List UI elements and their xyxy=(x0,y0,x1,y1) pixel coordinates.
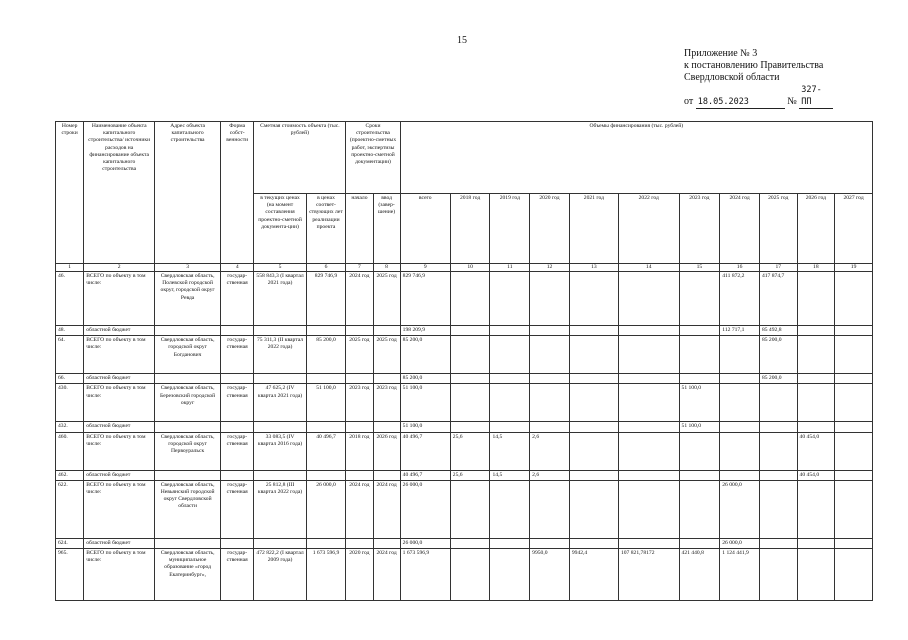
object-address: Свердловская область, Невьянский городской округ Свердловской области xyxy=(155,480,221,538)
estimate-current xyxy=(254,538,306,548)
funding-year-cell xyxy=(450,538,490,548)
funding-year-cell xyxy=(835,326,873,336)
object-name: ВСЕГО по объекту в том числе: xyxy=(84,480,155,538)
header-year: 2018 год xyxy=(450,194,490,264)
funding-year-cell: 14,5 xyxy=(490,470,530,480)
header-address: Адрес объекта капитального строительства xyxy=(155,122,221,264)
column-number: 9 xyxy=(400,264,450,272)
funding-year-cell xyxy=(450,336,490,374)
table-row xyxy=(56,326,873,336)
start-year: 2025 год xyxy=(346,336,373,374)
start-year: 2023 год xyxy=(346,384,373,422)
estimate-actual xyxy=(306,374,346,384)
header-estimate: Сметная стоимость объекта (тыс. рублей) xyxy=(254,122,346,194)
funding-total: 198 209,9 xyxy=(400,326,450,336)
ownership-form: государ-ственная xyxy=(221,432,254,470)
funding-year-cell xyxy=(490,384,530,422)
funding-year-cell xyxy=(797,549,835,601)
column-number: 13 xyxy=(569,264,618,272)
object-name: ВСЕГО по объекту в том числе: xyxy=(84,549,155,601)
estimate-current: 25 812,8 (III квартал 2022 года) xyxy=(254,480,306,538)
funding-year-cell xyxy=(618,538,679,548)
appendix-line-1: Приложение № 3 xyxy=(684,48,758,59)
funding-year-cell: 85 492,8 xyxy=(759,326,797,336)
funding-year-cell xyxy=(797,326,835,336)
funding-year-cell xyxy=(569,336,618,374)
funding-year-cell xyxy=(450,384,490,422)
funding-year-cell xyxy=(530,480,570,538)
funding-year-cell xyxy=(835,336,873,374)
object-name: ВСЕГО по объекту в том числе: xyxy=(84,336,155,374)
funding-year-cell xyxy=(530,272,570,326)
funding-year-cell: 51 100,0 xyxy=(679,422,720,432)
column-number: 6 xyxy=(306,264,346,272)
estimate-actual xyxy=(306,470,346,480)
end-year: 2025 год xyxy=(373,336,400,374)
funding-year-cell: 2,6 xyxy=(530,470,570,480)
object-name: областной бюджет xyxy=(84,538,155,548)
column-number: 16 xyxy=(720,264,760,272)
funding-total: 40 496,7 xyxy=(400,432,450,470)
funding-year-cell xyxy=(569,480,618,538)
object-address xyxy=(155,374,221,384)
funding-year-cell xyxy=(569,422,618,432)
funding-year-cell xyxy=(530,336,570,374)
column-number: 17 xyxy=(759,264,797,272)
funding-year-cell xyxy=(618,480,679,538)
number-prefix: № xyxy=(787,96,797,107)
funding-year-cell xyxy=(450,272,490,326)
header-name: Наименование объекта капитального строительства/ источники расходов на финансирование объекта капитального строительства xyxy=(84,122,155,264)
end-year: 2024 год xyxy=(373,549,400,601)
funding-year-cell xyxy=(835,272,873,326)
funding-year-cell xyxy=(797,272,835,326)
funding-year-cell xyxy=(490,549,530,601)
estimate-current: 33 083,5 (IV квартал 2016 года) xyxy=(254,432,306,470)
row-number: 64. xyxy=(56,336,84,374)
column-number: 10 xyxy=(450,264,490,272)
funding-year-cell: 421 440,8 xyxy=(679,549,720,601)
header-funding: Объемы финансирования (тыс. рублей) xyxy=(400,122,872,194)
estimate-current: 75 311,3 (II квартал 2022 года) xyxy=(254,336,306,374)
funding-year-cell xyxy=(759,384,797,422)
funding-year-cell xyxy=(759,480,797,538)
funding-year-cell xyxy=(490,538,530,548)
end-year: 2023 год xyxy=(373,384,400,422)
funding-year-cell xyxy=(679,432,720,470)
funding-year-cell: 51 100,0 xyxy=(679,384,720,422)
funding-year-cell xyxy=(618,432,679,470)
funding-year-cell xyxy=(490,480,530,538)
funding-year-cell xyxy=(720,470,760,480)
header-est-actual: в ценах соответ-ствующих лет реализации проекта xyxy=(306,194,346,264)
start-year xyxy=(346,538,373,548)
funding-year-cell xyxy=(618,470,679,480)
row-number: 622. xyxy=(56,480,84,538)
funding-year-cell xyxy=(797,336,835,374)
object-address xyxy=(155,326,221,336)
funding-total: 40 496,7 xyxy=(400,470,450,480)
estimate-actual: 51 100,0 xyxy=(306,384,346,422)
funding-year-cell: 85 200,0 xyxy=(759,336,797,374)
funding-total: 26 000,0 xyxy=(400,480,450,538)
funding-year-cell xyxy=(450,480,490,538)
estimate-current: 472 822,2 (I квартал 2009 года) xyxy=(254,549,306,601)
object-address: Свердловская область, Полевской городской округ, городской округ Ревда xyxy=(155,272,221,326)
column-number: 1 xyxy=(56,264,84,272)
funding-total: 51 100,0 xyxy=(400,384,450,422)
header-year: 2023 год xyxy=(679,194,720,264)
estimate-actual: 26 000,0 xyxy=(306,480,346,538)
ownership-form: государ-ственная xyxy=(221,384,254,422)
header-year: 2025 год xyxy=(759,194,797,264)
estimate-actual: 829 746,9 xyxy=(306,272,346,326)
estimate-current xyxy=(254,422,306,432)
funding-year-cell: 14,5 xyxy=(490,432,530,470)
funding-year-cell xyxy=(490,374,530,384)
funding-year-cell: 1 124 441,9 xyxy=(720,549,760,601)
funding-year-cell xyxy=(835,384,873,422)
funding-year-cell xyxy=(530,374,570,384)
funding-year-cell xyxy=(530,538,570,548)
column-number: 8 xyxy=(373,264,400,272)
end-year: 2024 год xyxy=(373,480,400,538)
column-number: 14 xyxy=(618,264,679,272)
object-name: ВСЕГО по объекту в том числе: xyxy=(84,272,155,326)
funding-year-cell xyxy=(679,470,720,480)
funding-year-cell xyxy=(720,422,760,432)
funding-year-cell xyxy=(797,384,835,422)
funding-year-cell xyxy=(450,374,490,384)
column-number: 12 xyxy=(530,264,570,272)
funding-year-cell xyxy=(618,272,679,326)
date-prefix: от xyxy=(684,96,694,107)
funding-year-cell: 411 872,2 xyxy=(720,272,760,326)
column-number: 7 xyxy=(346,264,373,272)
funding-year-cell xyxy=(569,538,618,548)
funding-year-cell xyxy=(569,470,618,480)
start-year: 2018 год xyxy=(346,432,373,470)
header-ownership: Форма собст-венности xyxy=(221,122,254,264)
funding-year-cell xyxy=(759,549,797,601)
funding-year-cell: 2,6 xyxy=(530,432,570,470)
object-name: областной бюджет xyxy=(84,326,155,336)
estimate-current xyxy=(254,374,306,384)
row-number: 460. xyxy=(56,432,84,470)
funding-year-cell xyxy=(759,422,797,432)
header-year: 2027 год xyxy=(835,194,873,264)
start-year xyxy=(346,326,373,336)
funding-year-cell xyxy=(679,374,720,384)
funding-year-cell xyxy=(835,538,873,548)
funding-year-cell xyxy=(530,384,570,422)
funding-year-cell xyxy=(618,384,679,422)
estimate-actual: 85 200,0 xyxy=(306,336,346,374)
column-number: 5 xyxy=(254,264,306,272)
estimate-current: 47 625,2 (IV квартал 2021 года) xyxy=(254,384,306,422)
column-number: 11 xyxy=(490,264,530,272)
funding-year-cell xyxy=(618,374,679,384)
ownership-form xyxy=(221,326,254,336)
page-number: 15 xyxy=(457,35,467,46)
end-year xyxy=(373,422,400,432)
estimate-current: 558 843,3 (I квартал 2021 года) xyxy=(254,272,306,326)
funding-total: 1 673 596,9 xyxy=(400,549,450,601)
funding-year-cell: 9942,4 xyxy=(569,549,618,601)
end-year xyxy=(373,326,400,336)
object-name: областной бюджет xyxy=(84,470,155,480)
start-year: 2020 год xyxy=(346,549,373,601)
funding-year-cell xyxy=(835,480,873,538)
column-number: 3 xyxy=(155,264,221,272)
row-number: 46. xyxy=(56,272,84,326)
object-address: Свердловская область, городской округ Первоуральск xyxy=(155,432,221,470)
end-year xyxy=(373,538,400,548)
estimate-actual xyxy=(306,326,346,336)
funding-total: 85 200,0 xyxy=(400,336,450,374)
column-number: 2 xyxy=(84,264,155,272)
object-address: Свердловская область, муниципальное образование «город Екатеринбург», xyxy=(155,549,221,601)
table-row xyxy=(56,272,873,326)
header-year: 2019 год xyxy=(490,194,530,264)
funding-total: 829 746,9 xyxy=(400,272,450,326)
header-year: 2026 год xyxy=(797,194,835,264)
row-number: 432. xyxy=(56,422,84,432)
funding-year-cell xyxy=(490,272,530,326)
table-row xyxy=(56,538,873,548)
estimate-current xyxy=(254,326,306,336)
row-number: 624. xyxy=(56,538,84,548)
funding-year-cell: 9950,0 xyxy=(530,549,570,601)
funding-year-cell xyxy=(530,326,570,336)
appendix-date-line xyxy=(684,84,833,109)
funding-year-cell xyxy=(720,374,760,384)
funding-year-cell xyxy=(835,422,873,432)
appendix-line-2: к постановлению Правительства xyxy=(684,60,824,71)
funding-year-cell xyxy=(569,432,618,470)
start-year: 2024 год xyxy=(346,480,373,538)
funding-year-cell xyxy=(490,336,530,374)
header-total: всего xyxy=(400,194,450,264)
funding-year-cell xyxy=(759,470,797,480)
table-row xyxy=(56,374,873,384)
estimate-actual xyxy=(306,422,346,432)
table-row xyxy=(56,384,873,422)
table-row xyxy=(56,470,873,480)
funding-total: 26 000,0 xyxy=(400,538,450,548)
column-number: 15 xyxy=(679,264,720,272)
funding-year-cell xyxy=(569,384,618,422)
table-row xyxy=(56,422,873,432)
funding-year-cell xyxy=(835,432,873,470)
funding-year-cell xyxy=(759,432,797,470)
funding-year-cell: 112 717,1 xyxy=(720,326,760,336)
row-number: 462. xyxy=(56,470,84,480)
ownership-form xyxy=(221,538,254,548)
header-year: 2022 год xyxy=(618,194,679,264)
funding-year-cell xyxy=(679,538,720,548)
header-year: 2021 год xyxy=(569,194,618,264)
funding-year-cell xyxy=(797,480,835,538)
funding-year-cell xyxy=(720,336,760,374)
object-address xyxy=(155,538,221,548)
funding-year-cell xyxy=(679,272,720,326)
decree-date: 18.05.2023 xyxy=(696,96,785,109)
funding-year-cell xyxy=(679,336,720,374)
row-number: 66. xyxy=(56,374,84,384)
ownership-form: государ-ственная xyxy=(221,272,254,326)
funding-year-cell xyxy=(450,549,490,601)
start-year xyxy=(346,374,373,384)
header-end: ввод (завер-шение) xyxy=(373,194,400,264)
ownership-form: государ-ственная xyxy=(221,336,254,374)
funding-year-cell xyxy=(679,480,720,538)
row-number: 430. xyxy=(56,384,84,422)
funding-year-cell xyxy=(490,422,530,432)
estimate-current xyxy=(254,470,306,480)
funding-year-cell xyxy=(490,326,530,336)
table-row xyxy=(56,336,873,374)
object-name: областной бюджет xyxy=(84,374,155,384)
funding-year-cell xyxy=(835,470,873,480)
start-year xyxy=(346,422,373,432)
column-number: 18 xyxy=(797,264,835,272)
object-address xyxy=(155,422,221,432)
funding-year-cell xyxy=(530,422,570,432)
object-name: ВСЕГО по объекту в том числе: xyxy=(84,432,155,470)
estimate-actual: 40 496,7 xyxy=(306,432,346,470)
object-address: Свердловская область, Березовский городской округ xyxy=(155,384,221,422)
estimate-actual: 1 673 596,9 xyxy=(306,549,346,601)
funding-year-cell: 107 821,78172 xyxy=(618,549,679,601)
funding-year-cell xyxy=(797,538,835,548)
funding-year-cell xyxy=(835,549,873,601)
funding-year-cell: 85 200,0 xyxy=(759,374,797,384)
funding-year-cell xyxy=(720,384,760,422)
funding-year-cell xyxy=(618,422,679,432)
column-number: 4 xyxy=(221,264,254,272)
funding-year-cell xyxy=(450,422,490,432)
end-year xyxy=(373,374,400,384)
funding-year-cell xyxy=(679,326,720,336)
appendix-header xyxy=(684,48,833,109)
estimate-actual xyxy=(306,538,346,548)
funding-year-cell: 417 874,7 xyxy=(759,272,797,326)
ownership-form xyxy=(221,470,254,480)
ownership-form: государ-ственная xyxy=(221,549,254,601)
header-year: 2020 год xyxy=(530,194,570,264)
funding-year-cell xyxy=(569,374,618,384)
funding-year-cell xyxy=(759,538,797,548)
funding-year-cell xyxy=(618,336,679,374)
appendix-line-3: Свердловской области xyxy=(684,72,780,83)
header-terms: Сроки строительства (проектно-сметных работ, экспертизы проектно-сметной документации) xyxy=(346,122,400,194)
funding-year-cell xyxy=(797,374,835,384)
row-number: 48. xyxy=(56,326,84,336)
end-year xyxy=(373,470,400,480)
decree-number: 327-ПП xyxy=(799,84,833,109)
end-year: 2026 год xyxy=(373,432,400,470)
funding-total: 51 100,0 xyxy=(400,422,450,432)
funding-year-cell xyxy=(797,422,835,432)
table-row xyxy=(56,432,873,470)
object-address xyxy=(155,470,221,480)
object-name: ВСЕГО по объекту в том числе: xyxy=(84,384,155,422)
column-number: 19 xyxy=(835,264,873,272)
funding-year-cell: 26 000,0 xyxy=(720,538,760,548)
start-year xyxy=(346,470,373,480)
header-row-no: Номер строки xyxy=(56,122,84,264)
funding-year-cell xyxy=(720,432,760,470)
funding-year-cell xyxy=(618,326,679,336)
funding-total: 85 200,0 xyxy=(400,374,450,384)
column-number-row xyxy=(56,264,873,272)
object-name: областной бюджет xyxy=(84,422,155,432)
table-row xyxy=(56,549,873,601)
funding-year-cell xyxy=(569,326,618,336)
ownership-form: государ-ственная xyxy=(221,480,254,538)
funding-year-cell xyxy=(569,272,618,326)
funding-year-cell: 40 454,0 xyxy=(797,470,835,480)
funding-year-cell xyxy=(450,326,490,336)
ownership-form xyxy=(221,422,254,432)
funding-year-cell xyxy=(835,374,873,384)
row-number: 965. xyxy=(56,549,84,601)
funding-year-cell: 25,6 xyxy=(450,432,490,470)
header-year: 2024 год xyxy=(720,194,760,264)
funding-year-cell: 40 454,0 xyxy=(797,432,835,470)
funding-year-cell: 26 000,0 xyxy=(720,480,760,538)
funding-year-cell: 25,6 xyxy=(450,470,490,480)
header-est-current: в текущих ценах (на момент составления проектно-сметной документа-ции) xyxy=(254,194,306,264)
funding-table xyxy=(55,121,873,601)
start-year: 2024 год xyxy=(346,272,373,326)
ownership-form xyxy=(221,374,254,384)
header-start: начало xyxy=(346,194,373,264)
object-address: Свердловская область, городской округ Богданович xyxy=(155,336,221,374)
table-row xyxy=(56,480,873,538)
end-year: 2025 год xyxy=(373,272,400,326)
